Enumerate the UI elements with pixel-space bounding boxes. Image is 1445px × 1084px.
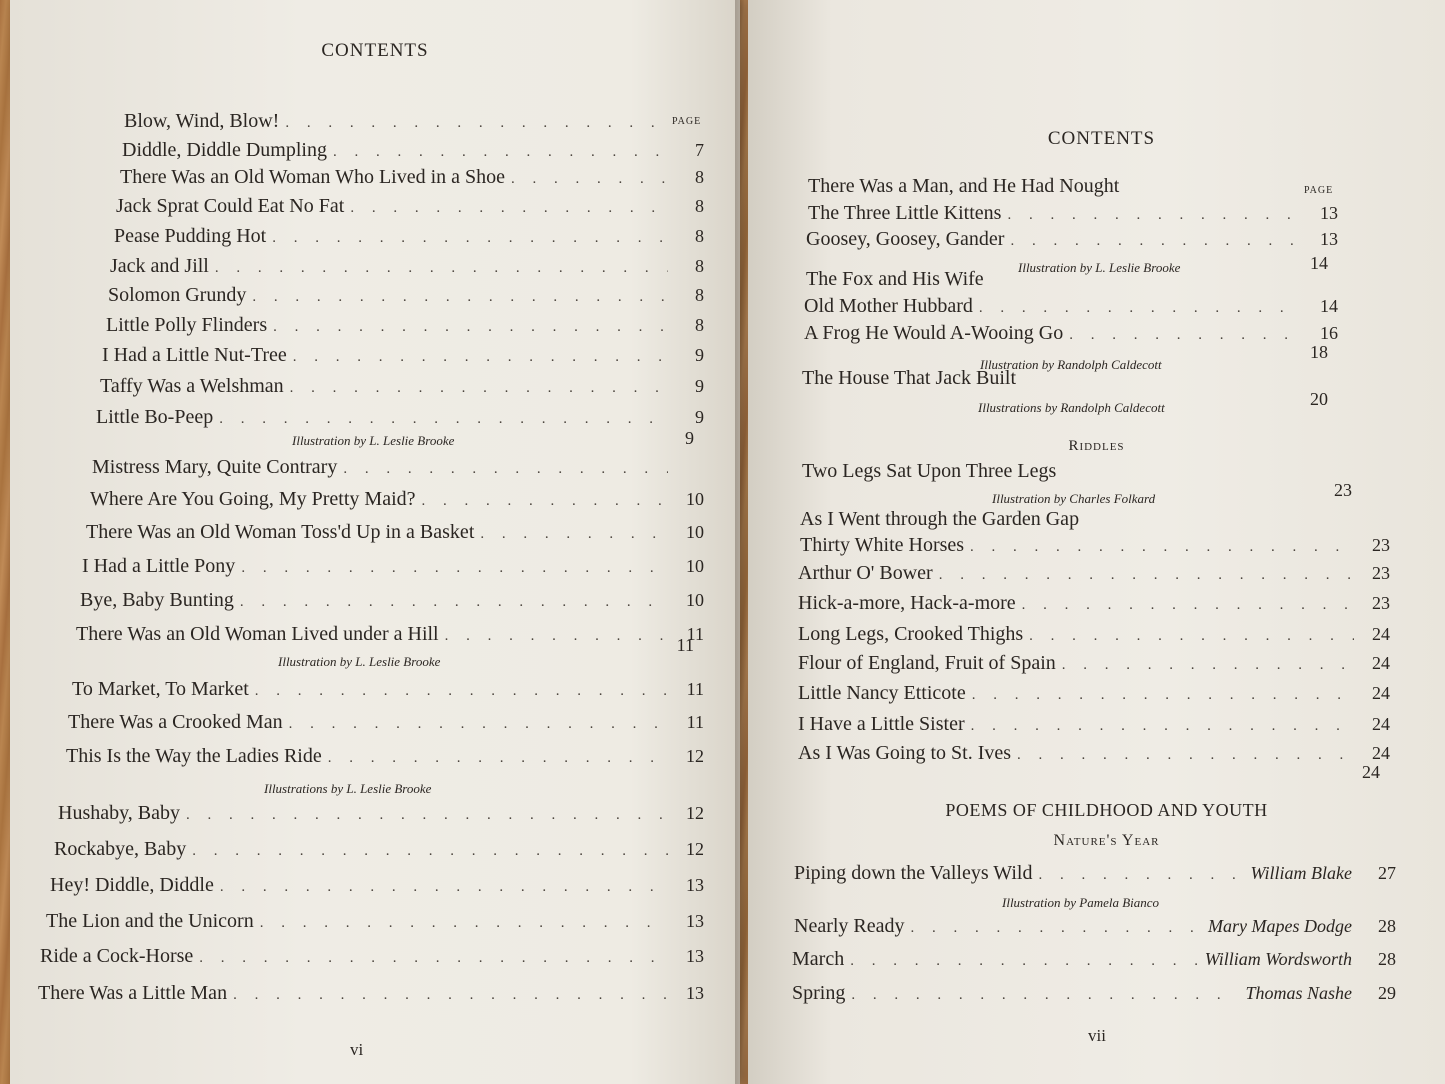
entry-page: 10	[686, 489, 704, 509]
dot-leader	[290, 380, 668, 397]
toc-entry-page-only	[664, 635, 704, 661]
entry-page: 8	[695, 167, 704, 187]
entry-title: Long Legs, Crooked Thighs	[798, 623, 1024, 645]
entry-page: 14	[1320, 296, 1338, 316]
riddles-heading: Riddles	[1068, 438, 1125, 454]
entry-title: Taffy Was a Welshman	[100, 375, 284, 397]
entry-page: 24	[1372, 714, 1390, 734]
toc-entry	[68, 711, 704, 737]
toc-entry	[54, 838, 704, 864]
left-page	[10, 0, 740, 1084]
entry-page: 29	[1378, 983, 1396, 1003]
dot-leader	[293, 349, 668, 366]
dot-leader	[445, 628, 668, 645]
entry-title: There Was an Old Woman Who Lived in a Shoe	[120, 166, 506, 188]
illustration-credit: Illustrations by L. Leslie Brooke	[264, 781, 432, 796]
illustration-credit: Illustration by L. Leslie Brooke	[292, 433, 455, 448]
toc-entry	[804, 322, 1338, 348]
toc-entry	[800, 534, 1390, 560]
entry-page: 16	[1320, 323, 1338, 343]
toc-entry	[80, 589, 704, 615]
dot-leader	[285, 115, 668, 132]
toc-entry	[804, 295, 1338, 321]
toc-entry	[798, 713, 1390, 739]
entry-page: 10	[686, 590, 704, 610]
dot-leader	[1022, 597, 1354, 614]
dot-leader	[273, 319, 668, 336]
toc-entry-page-only	[664, 428, 704, 454]
dot-leader	[1062, 657, 1354, 674]
entry-title: Little Nancy Etticote	[798, 682, 966, 704]
entry-page: 23	[1334, 480, 1352, 500]
entry-page: 12	[686, 746, 704, 766]
entry-author: William Wordsworth	[1204, 949, 1352, 969]
entry-title: A Frog He Would A-Wooing Go	[804, 322, 1064, 344]
entry-page: 23	[1372, 535, 1390, 555]
entry-title: Hick-a-more, Hack-a-more	[798, 592, 1016, 614]
dot-leader	[272, 230, 668, 247]
entry-title: Piping down the Valleys Wild	[794, 862, 1033, 884]
dot-leader	[240, 594, 668, 611]
toc-entry	[90, 488, 704, 514]
dot-leader	[939, 567, 1354, 584]
dot-leader	[1029, 628, 1354, 645]
toc-entry	[46, 910, 704, 936]
toc-entry	[798, 623, 1390, 649]
entry-page: 8	[695, 196, 704, 216]
dot-leader	[215, 260, 668, 277]
toc-entry	[792, 982, 1396, 1008]
entry-title: Old Mother Hubbard	[804, 295, 973, 317]
entry-title: This Is the Way the Ladies Ride	[66, 745, 322, 767]
toc-entry	[798, 682, 1390, 708]
entry-page: 24	[1372, 624, 1390, 644]
toc-entry	[40, 945, 704, 971]
entry-page: 14	[1310, 253, 1328, 273]
left-folio: vi	[350, 1040, 364, 1059]
dot-leader	[1017, 747, 1354, 764]
toc-entry	[798, 742, 1390, 768]
entry-page: 10	[686, 556, 704, 576]
left-contents-heading: CONTENTS	[321, 40, 429, 61]
entry-page: 9	[695, 407, 704, 427]
entry-title: Goosey, Goosey, Gander	[806, 228, 1005, 250]
entry-page: 9	[695, 376, 704, 396]
entry-page: 12	[686, 839, 704, 859]
entry-title: Spring	[792, 982, 846, 1004]
entry-page: 23	[1372, 593, 1390, 613]
illustration-credit: Illustration by Randolph Caldecott	[980, 357, 1162, 372]
toc-entry	[100, 375, 704, 401]
left-page-column-label: PAGE	[672, 116, 702, 127]
entry-author: Thomas Nashe	[1245, 983, 1352, 1003]
entry-page: 13	[1320, 203, 1338, 223]
entry-page: 18	[1310, 342, 1328, 362]
entry-title: Bye, Baby Bunting	[80, 589, 234, 611]
toc-entry	[124, 110, 704, 136]
entry-page: 23	[1372, 563, 1390, 583]
entry-title: Pease Pudding Hot	[114, 225, 267, 247]
entry-title: To Market, To Market	[72, 678, 249, 700]
entry-title: March	[792, 948, 845, 970]
entry-page: 13	[1320, 229, 1338, 249]
toc-entry	[798, 652, 1390, 678]
entry-title: Little Bo-Peep	[96, 406, 214, 428]
illustration-credit: Illustration by Pamela Bianco	[1002, 895, 1160, 910]
toc-entry	[122, 139, 704, 165]
toc-entry	[96, 406, 704, 432]
entry-title: Two Legs Sat Upon Three Legs	[802, 460, 1057, 482]
entry-title: I Had a Little Nut-Tree	[102, 344, 287, 366]
entry-title: Jack and Jill	[110, 255, 209, 277]
toc-entry	[802, 460, 1362, 486]
entry-title: Rockabye, Baby	[54, 838, 187, 860]
entry-page: 8	[695, 285, 704, 305]
illustration-credit: Illustration by Charles Folkard	[992, 491, 1156, 506]
toc-entry	[72, 678, 704, 704]
entry-title: There Was a Man, and He Had Nought	[808, 175, 1120, 197]
entry-page: 24	[1362, 762, 1380, 782]
entry-title: Solomon Grundy	[108, 284, 247, 306]
entry-page: 9	[685, 428, 694, 448]
dot-leader	[328, 750, 668, 767]
right-folio: vii	[1088, 1026, 1106, 1045]
right-contents-heading: CONTENTS	[1047, 128, 1156, 149]
dot-leader	[350, 200, 668, 217]
toc-entry	[794, 862, 1396, 888]
dot-leader	[511, 171, 668, 188]
entry-title: The Three Little Kittens	[808, 202, 1002, 224]
toc-entry	[806, 268, 1338, 294]
dot-leader	[192, 843, 668, 860]
entry-title: The Lion and the Unicorn	[46, 910, 254, 932]
entry-title: There Was a Crooked Man	[68, 711, 283, 733]
toc-entry	[798, 562, 1390, 588]
dot-leader	[199, 950, 668, 967]
dot-leader	[480, 526, 668, 543]
entry-page: 11	[686, 624, 704, 644]
entry-page: 28	[1378, 949, 1396, 969]
entry-page: 7	[695, 140, 704, 160]
dot-leader	[979, 300, 1302, 317]
dot-leader	[422, 493, 668, 510]
toc-entry	[106, 314, 704, 340]
toc-entry	[120, 166, 704, 192]
toc-entry	[76, 623, 704, 649]
toc-entry-page-only	[1298, 389, 1338, 415]
poems-section-heading: POEMS OF CHILDHOOD AND YOUTH	[945, 800, 1268, 820]
entry-title: Arthur O' Bower	[798, 562, 933, 584]
toc-entry	[114, 225, 704, 251]
entry-page: 24	[1372, 683, 1390, 703]
entry-page: 9	[695, 345, 704, 365]
dot-leader	[219, 411, 668, 428]
illustration-credit: Illustration by L. Leslie Brooke	[278, 654, 441, 669]
entry-title: I Had a Little Pony	[82, 555, 236, 577]
toc-entry	[38, 982, 704, 1008]
dot-leader	[850, 953, 1199, 970]
dot-leader	[333, 144, 668, 161]
dot-leader	[1038, 867, 1244, 884]
entry-title: Mistress Mary, Quite Contrary	[92, 456, 338, 478]
illustration-credit: Illustration by L. Leslie Brooke	[1018, 260, 1181, 275]
entry-title: Hushaby, Baby	[58, 802, 181, 824]
toc-entry	[792, 948, 1396, 974]
entry-page: 13	[686, 911, 704, 931]
entry-page: 12	[686, 803, 704, 823]
toc-entry	[108, 284, 704, 310]
illustration-credit: Illustrations by Randolph Caldecott	[978, 400, 1165, 415]
entry-title: There Was a Little Man	[38, 982, 228, 1004]
entry-title: The House That Jack Built	[802, 367, 1017, 389]
entry-page: 13	[686, 875, 704, 895]
dot-leader	[241, 560, 668, 577]
entry-page: 13	[686, 983, 704, 1003]
entry-title: Jack Sprat Could Eat No Fat	[116, 195, 345, 217]
entry-page: 28	[1378, 916, 1396, 936]
toc-entry	[92, 456, 704, 482]
toc-entry	[794, 915, 1396, 941]
dot-leader	[851, 987, 1239, 1004]
toc-entry	[802, 367, 1338, 393]
entry-title: The Fox and His Wife	[806, 268, 984, 290]
entry-title: There Was an Old Woman Toss'd Up in a Basket	[86, 521, 475, 543]
toc-entry	[110, 255, 704, 281]
entry-page: 10	[686, 522, 704, 542]
dot-leader	[1069, 327, 1302, 344]
entry-title: Blow, Wind, Blow!	[124, 110, 280, 132]
dot-leader	[260, 915, 668, 932]
dot-leader	[252, 289, 668, 306]
toc-entry	[798, 592, 1390, 618]
entry-title: I Have a Little Sister	[798, 713, 965, 735]
entry-page: 24	[1372, 743, 1390, 763]
dot-leader	[220, 879, 668, 896]
toc-entry-page-only	[1322, 480, 1362, 506]
toc-entry	[808, 175, 1338, 201]
toc-entry	[50, 874, 704, 900]
entry-title: As I Was Going to St. Ives	[798, 742, 1012, 764]
dot-leader	[971, 718, 1354, 735]
entry-page: 20	[1310, 389, 1328, 409]
toc-entry	[806, 228, 1338, 254]
entry-page: 13	[686, 946, 704, 966]
entry-page: 8	[695, 256, 704, 276]
dot-leader	[972, 687, 1354, 704]
entry-page: 11	[686, 712, 704, 732]
entry-page: 8	[695, 226, 704, 246]
toc-entry	[102, 344, 704, 370]
dot-leader	[1010, 233, 1302, 250]
entry-page: 24	[1372, 653, 1390, 673]
entry-page: 8	[695, 315, 704, 335]
right-page	[748, 0, 1445, 1084]
entry-title: Ride a Cock-Horse	[40, 945, 194, 967]
dot-leader	[255, 683, 668, 700]
entry-title: Diddle, Diddle Dumpling	[122, 139, 327, 161]
dot-leader	[970, 539, 1354, 556]
dot-leader	[233, 987, 668, 1004]
toc-entry	[86, 521, 704, 547]
dot-leader	[911, 920, 1203, 937]
right-page-column-label: PAGE	[1304, 185, 1334, 196]
natures-year-heading: Nature's Year	[1053, 832, 1160, 849]
entry-author: William Blake	[1250, 863, 1352, 883]
toc-entry	[82, 555, 704, 581]
dot-leader	[186, 807, 668, 824]
entry-title: Flour of England, Fruit of Spain	[798, 652, 1056, 674]
toc-entry	[116, 195, 704, 221]
toc-entry	[66, 745, 704, 771]
entry-page: 11	[686, 679, 704, 699]
entry-title: Hey! Diddle, Diddle	[50, 874, 214, 896]
entry-title: There Was an Old Woman Lived under a Hill	[76, 623, 439, 645]
dot-leader	[289, 716, 668, 733]
entry-page: 11	[676, 635, 694, 655]
entry-page: 27	[1378, 863, 1396, 883]
entry-title: Thirty White Horses	[800, 534, 965, 556]
entry-title: As I Went through the Garden Gap	[800, 508, 1080, 530]
toc-entry-page-only	[1298, 342, 1338, 368]
dot-leader	[1007, 207, 1302, 224]
entry-author: Mary Mapes Dodge	[1208, 916, 1352, 936]
entry-title: Nearly Ready	[794, 915, 905, 937]
entry-title: Little Polly Flinders	[106, 314, 268, 336]
entry-title: Where Are You Going, My Pretty Maid?	[90, 488, 416, 510]
toc-entry	[58, 802, 704, 828]
dot-leader	[343, 461, 668, 478]
toc-entry	[800, 508, 1390, 534]
toc-entry	[808, 202, 1338, 228]
toc-entry-page-only	[1350, 762, 1390, 788]
